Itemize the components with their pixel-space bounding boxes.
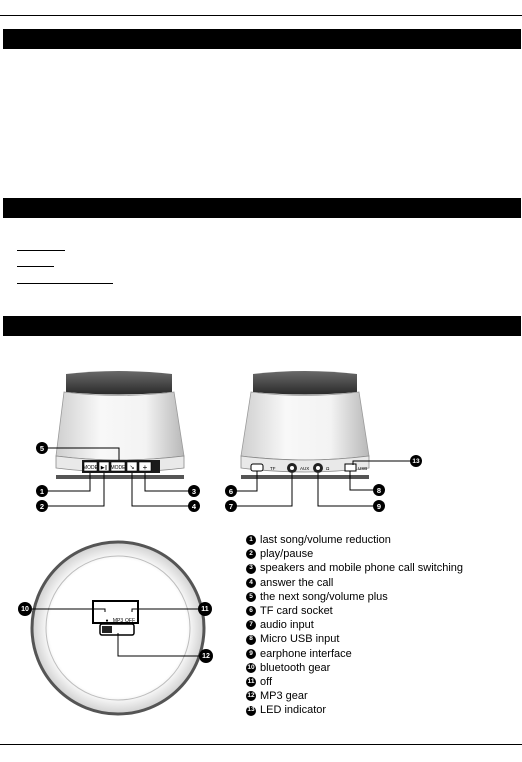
callout-2: 2 [36, 500, 48, 512]
legend-text: audio input [260, 619, 314, 632]
back-port-label-3: Ω [326, 466, 330, 471]
legend-number-icon: 12 [246, 691, 256, 701]
legend-text: Micro USB input [260, 633, 340, 646]
legend-number-icon: 3 [246, 564, 256, 574]
legend-number-icon: 2 [246, 549, 256, 559]
legend-text: earphone interface [260, 647, 352, 660]
back-port-label-4: USB [358, 466, 368, 471]
callout-11: 11 [198, 602, 212, 616]
callout-10: 10 [18, 602, 32, 616]
callout-5: 5 [36, 442, 48, 454]
legend-number-icon: 9 [246, 649, 256, 659]
legend-item [246, 604, 463, 618]
legend-number-icon: 1 [246, 535, 256, 545]
legend-item [246, 632, 463, 646]
legend-item [246, 689, 463, 703]
legend-item [246, 661, 463, 675]
legend-item [246, 590, 463, 604]
front-button-label-5: + [142, 463, 148, 472]
legend-item [246, 703, 463, 717]
callout-6: 6 [225, 485, 237, 497]
callout-12: 12 [199, 649, 213, 663]
legend-text: answer the call [260, 576, 334, 589]
legend-item [246, 533, 463, 547]
legend-number-icon: 11 [246, 677, 256, 687]
back-speaker [241, 371, 369, 479]
legend-number-icon: 6 [246, 606, 256, 616]
callout-8: 8 [373, 484, 385, 496]
legend-item [246, 547, 463, 561]
legend-text: the next song/volume plus [260, 590, 388, 603]
legend-text: last song/volume reduction [260, 534, 391, 546]
legend-item [246, 561, 463, 575]
legend-item [246, 675, 463, 689]
legend-text: bluetooth gear [260, 661, 331, 674]
parts-legend [246, 533, 463, 718]
callout-9: 9 [373, 500, 385, 512]
legend-number-icon: 8 [246, 635, 256, 645]
legend-text: off [260, 676, 273, 689]
front-speaker [56, 371, 184, 479]
front-button-label-1: MODE [83, 465, 98, 471]
legend-text: MP3 gear [260, 690, 308, 703]
callout-3: 3 [188, 485, 200, 497]
front-button-label-2: ▶|| [100, 465, 108, 471]
switch-label-off: OFF [125, 618, 135, 624]
legend-item [246, 647, 463, 661]
legend-item [246, 618, 463, 632]
legend-number-icon: 10 [246, 663, 256, 673]
front-button-label-4: ↘ [129, 465, 135, 471]
legend-text: speakers and mobile phone call switching [260, 562, 464, 575]
switch-label-mp3: MP3 [112, 618, 124, 624]
legend-number-icon: 4 [246, 578, 256, 588]
legend-number-icon: 7 [246, 620, 256, 630]
legend-text: LED indicator [260, 704, 327, 717]
switch-label-bt: ● [105, 618, 109, 624]
bottom-view-disc [32, 542, 204, 714]
legend-number-icon: 5 [246, 592, 256, 602]
front-button-label-3: MODE [110, 465, 126, 471]
legend-number-icon: 13 [246, 706, 256, 716]
callout-7: 7 [225, 500, 237, 512]
back-port-label-2: AUX [300, 466, 310, 471]
legend-text: play/pause [260, 548, 314, 561]
callout-4: 4 [188, 500, 200, 512]
front-button-row [83, 462, 151, 472]
legend-text: TF card socket [260, 605, 333, 618]
callout-1: 1 [36, 485, 48, 497]
legend-item [246, 576, 463, 590]
callout-13: 13 [410, 455, 422, 467]
back-port-label-1: TF [270, 466, 276, 471]
